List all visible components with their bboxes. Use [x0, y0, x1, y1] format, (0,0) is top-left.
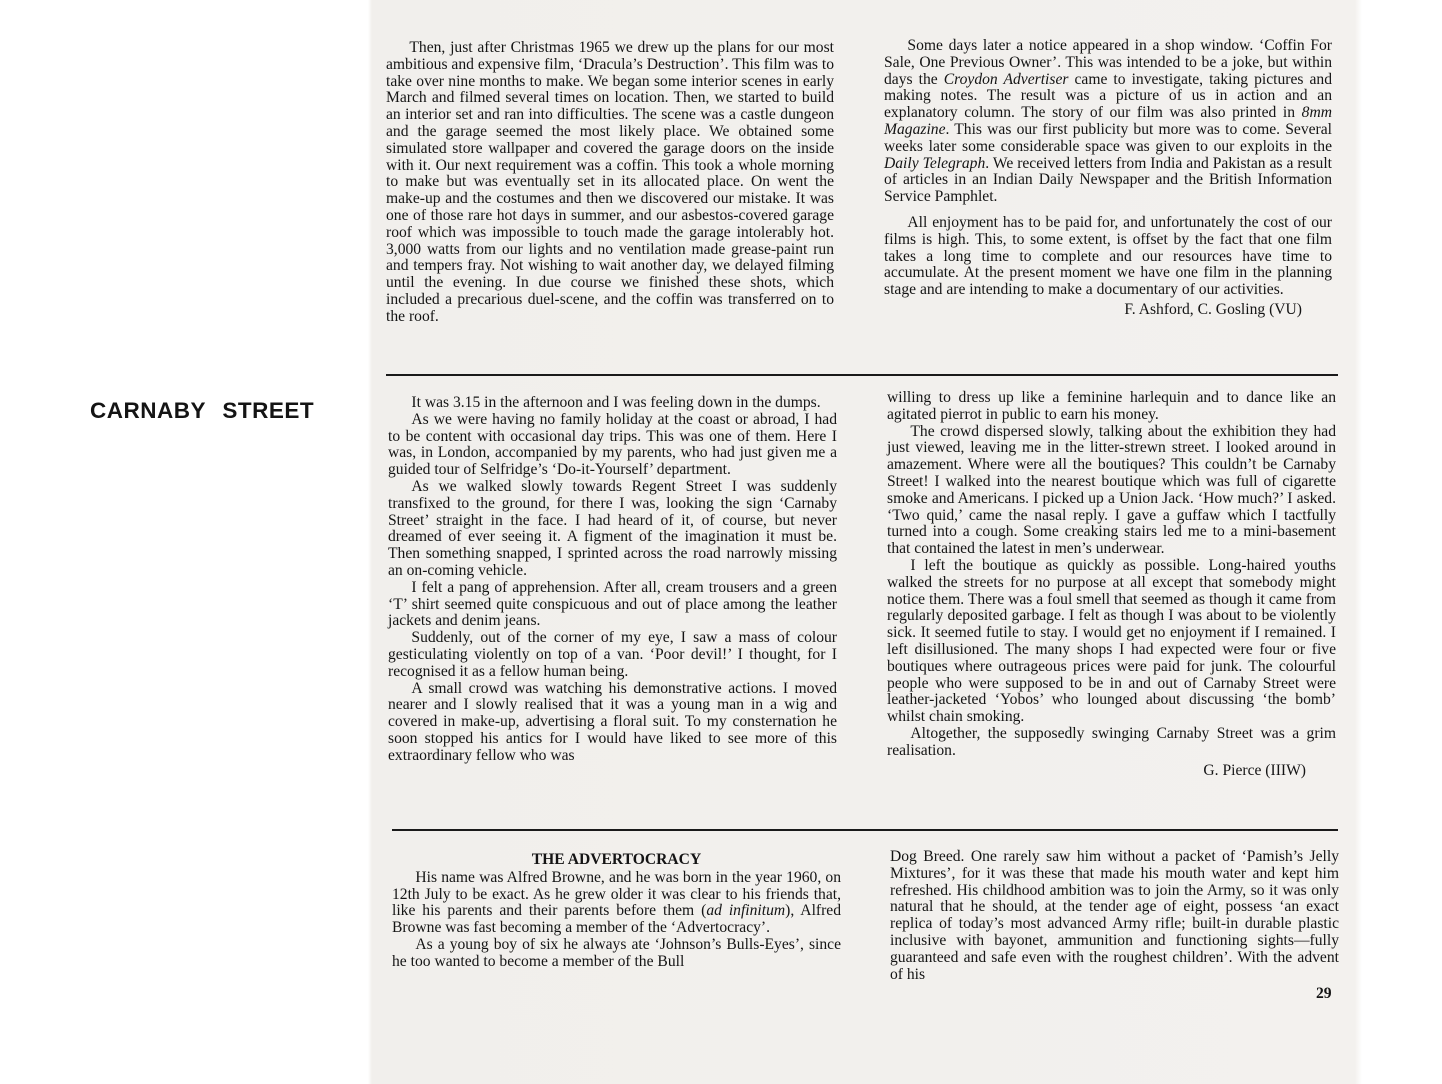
advertocracy-paragraph [890, 849, 1339, 983]
text-run: Altogether, the supposedly swinging Carnaby Street was a grim realisation. [887, 724, 1336, 759]
text-run: All enjoyment has to be paid for, and unfortunately the cost of our films is high. This, to some extent, is offset by the fact that one film takes a long time to complete and our resources have time to accumulate. At the present moment we have one film in the planning stage and are intending to make a documentary of our activities. [884, 213, 1332, 299]
text-run: Some days later a notice appeared in a shop window. ‘Coffin For Sale, One Previous Owner’. This was intended to be a joke, but within days the [884, 37, 1332, 88]
text-run: As we walked slowly towards Regent Street I was suddenly transfixed to the ground, for there I was, looking the sign ‘Carnaby Street’ straight in the face. I had heard of it, of course, but never dreamed of ever seeing it. A figment of the imagination it must be. Then something snapped, I sprinted across the road narrowly missing an on-coming vehicle. [388, 477, 837, 579]
text-run: A small crowd was watching his demonstrative actions. I moved nearer and I slowly realised that it was a young man in a wig and covered in make-up, advertising a floral suit. To my consternation he soon stopped his antics for I would have liked to see more of this extraordinary fellow who was [388, 679, 837, 764]
text-run: . This was our first publicity but more was to come. Several weeks later some considerable space was given to our exploits in the [884, 120, 1332, 155]
text-run: Dog Breed. One rarely saw him without a packet of ‘Pamish’s Jelly Mixtures’, for it was these that made his mouth water and kept him refreshed. His childhood ambition was to join the Army, so it was only natural that he should, at the tender age of eight, possess ‘an exact replica of today’s most advanced Army rifle; built-in durable plastic inclusive with bayonet, ammunition and functioning sights—fully guaranteed and safe even with the roughest children’. With the advent of his [890, 848, 1339, 983]
text-run: I left the boutique as quickly as possible. Long-haired youths walked the streets for no purpose at all except that somebody might notice them. There was a foul smell that seemed as though it came from regularly deposited garbage. I felt as though I was about to be violently sick. It seemed futile to stay. I would get no enjoyment if I remained. I left disillusioned. The many shops I had expected were four or five boutiques where outrageous prices were paid for junk. The colourful people who were supposed to be in and out of Carnaby Street were leather-jacketed ‘Yobos’ who lounged about discussing ‘the bomb’ whilst chain smoking. [887, 556, 1336, 726]
advertocracy-paragraph [392, 870, 841, 937]
section-divider [392, 829, 1338, 831]
film-paragraph [884, 38, 1332, 206]
section-divider [386, 374, 1338, 376]
text-run: Suddenly, out of the corner of my eye, I saw a mass of colour gesticulating violently on top of a van. ‘Poor devil!’ I thought, for I recognised it as a fellow human being. [388, 629, 837, 680]
carnaby-paragraph [887, 558, 1336, 726]
carnaby-paragraph [388, 580, 837, 630]
film-paragraph [386, 40, 834, 326]
carnaby-paragraph [388, 479, 837, 580]
film-article-left-column [386, 40, 834, 326]
italic-run: Croydon Advertiser [943, 70, 1069, 88]
page-number: 29 [1316, 985, 1332, 1002]
text-run: The crowd dispersed slowly, talking about the exhibition they had just viewed, leaving me in the litter-strewn street. I looked around in amazement. Where were all the boutiques? This couldn’t be Carnaby Street! I walked into the nearest boutique which was full of cigarette smoke and Americans. I picked up a Union Jack. ‘How much?’ I asked. ‘Two quid,’ came the nasal reply. I gave a guffaw which I tactfully turned into a cough. Some creaking stairs led me to a mini-basement that contained the latest in men’s underwear. [887, 422, 1336, 558]
text-run: As we were having no family holiday at the coast or abroad, I had to be content with occasional day trips. This was one of them. Here I was, in London, accompanied by my parents, who had just given me a guided tour of Selfridge’s ‘Do-it-Yourself’ department. [388, 410, 837, 479]
text-run: His name was Alfred Browne, and he was born in the year 1960, on 12th July to be exact. As he grew older it was clear to his friends that, like his parents and their parents before them ( [392, 868, 841, 920]
text-run: Then, just after Christmas 1965 we drew up the plans for our most ambitious and expensive film, ‘Dracula’s Destruction’. This film was to take over nine months to make. We began some interior scenes in early March and filmed several times on location. Then, we started to build an interior set and ran into difficulties. The scene was a castle dungeon and the garage seemed the most likely place. We obtained some simulated store wallpaper and covered the garage doors on the inside with it. Our next requirement was a coffin. This took a whole morning to make but was eventually set in its allocated place. On went the make-up and the costumes and then we discovered our mistake. It was one of those rare hot days in summer, and our asbestos-covered garage roof which was impossible to touch made the garage intolerably hot. 3,000 watts from our lights and no ventilation made grease-paint run and tempers fray. Not wishing to wait another day, we delayed filming until the evening. In due course we finished these shots, which included a precarious duel-scene, and the coffin was transferred on to the roof. [386, 39, 834, 325]
text-run: . We received letters from India and Pakistan as a result of articles in an Indian Daily Newspaper and the British Information Service Pamphlet. [884, 154, 1332, 206]
text-run: As a young boy of six he always ate ‘Johnson’s Bulls-Eyes’, since he too wanted to become a member of the Bull [392, 935, 841, 970]
text-run: willing to dress up like a feminine harlequin and to dance like an agitated pierrot in public to earn his money. [887, 389, 1336, 423]
carnaby-paragraph [388, 412, 837, 479]
carnaby-paragraph [887, 390, 1336, 424]
carnaby-street-heading: CARNABY STREET [90, 398, 315, 423]
text-run: I felt a pang of apprehension. After all, cream trousers and a green ‘T’ shirt seemed quite conspicuous and out of place among the leather jackets and denim jeans. [388, 578, 837, 630]
carnaby-signature: G. Pierce (IIIW) [1203, 761, 1306, 779]
advertocracy-left-column [392, 852, 841, 971]
carnaby-paragraph [388, 681, 837, 765]
film-article-right-column [884, 38, 1332, 319]
text-run: It was 3.15 in the afternoon and I was feeling down in the dumps. [411, 394, 821, 411]
carnaby-right-column [887, 390, 1336, 779]
text-run: ), Alfred Browne was fast becoming a member of the ‘Advertocracy’. [392, 902, 842, 937]
advertocracy-right-column [890, 849, 1339, 983]
film-article-signature: F. Ashford, C. Gosling (VU) [1124, 300, 1302, 318]
carnaby-left-column [388, 395, 837, 765]
film-paragraph [884, 215, 1332, 299]
italic-run: 8mm Magazine [884, 104, 1332, 138]
italic-run: Daily Telegraph [884, 154, 986, 172]
italic-run: ad infinitum [706, 902, 786, 920]
carnaby-paragraph [388, 395, 837, 412]
carnaby-paragraph [388, 630, 837, 680]
advertocracy-heading: THE ADVERTOCRACY [531, 851, 702, 868]
advertocracy-paragraph [392, 937, 841, 971]
carnaby-paragraph [887, 726, 1336, 760]
carnaby-paragraph [887, 424, 1336, 558]
text-run: came to investigate, taking pictures and making notes. The result was a picture of us in action and an explanatory column. The story of our film was also printed in [884, 70, 1332, 122]
